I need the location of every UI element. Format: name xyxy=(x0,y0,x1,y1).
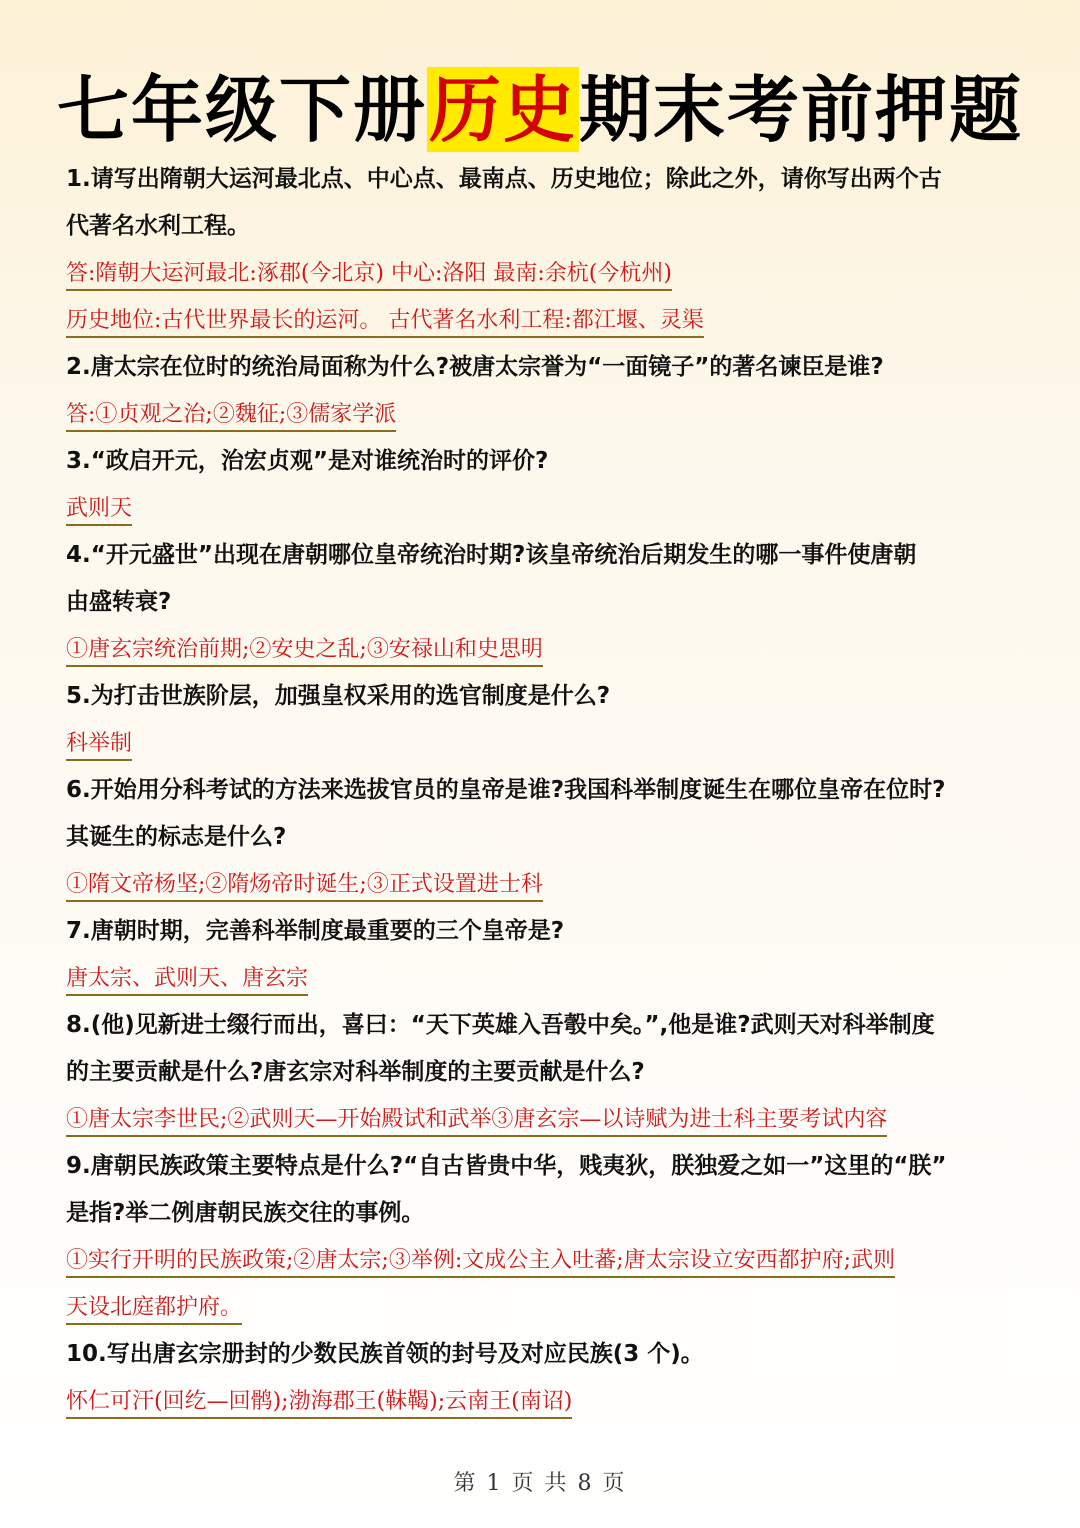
title-suffix: 期末考前押题 xyxy=(579,67,1024,152)
title-highlight: 历史 xyxy=(428,67,577,152)
answer-line xyxy=(66,1237,1026,1284)
answer-text: 答:①贞观之治;②魏征;③儒家学派 xyxy=(66,402,396,432)
answer-text: 武则天 xyxy=(66,496,132,526)
page-title xyxy=(0,62,1080,158)
answer-text: 答:隋朝大运河最北:涿郡(今北京) 中心:洛阳 最南:余杭(今杭州) xyxy=(66,261,672,291)
answer-line xyxy=(66,955,1026,1002)
answer-text: 唐太宗、武则天、唐玄宗 xyxy=(66,966,308,996)
question-line: 2.唐太宗在位时的统治局面称为什么?被唐太宗誉为“一面镜子”的著名谏臣是谁? xyxy=(66,354,884,380)
question-item-3 xyxy=(66,438,1026,532)
answer-line xyxy=(66,250,1026,297)
answer-line xyxy=(66,720,1026,767)
question-line: 3.“政启开元，治宏贞观”是对谁统治时的评价? xyxy=(66,448,549,474)
answer-text: 科举制 xyxy=(66,731,132,761)
question-line: 由盛转衰? xyxy=(66,589,172,615)
page-number: 第 1 页 共 8 页 xyxy=(453,1471,627,1496)
question-line: 9.唐朝民族政策主要特点是什么?“自古皆贵中华，贱夷狄，朕独爱之如一”这里的“朕” xyxy=(66,1153,947,1179)
question-line: 其诞生的标志是什么? xyxy=(66,824,287,850)
question-item-5 xyxy=(66,673,1026,767)
question-item-9 xyxy=(66,1143,1026,1331)
answer-text: 历史地位:古代世界最长的运河。 古代著名水利工程:都江堰、灵渠 xyxy=(66,308,704,338)
question-item-4 xyxy=(66,532,1026,673)
question-line: 是指?举二例唐朝民族交往的事例。 xyxy=(66,1200,425,1226)
question-line: 7.唐朝时期，完善科举制度最重要的三个皇帝是? xyxy=(66,918,565,944)
question-line: 10.写出唐玄宗册封的少数民族首领的封号及对应民族(3 个)。 xyxy=(66,1341,704,1367)
answer-line xyxy=(66,485,1026,532)
question-line: 6.开始用分科考试的方法来选拔官员的皇帝是谁?我国科举制度诞生在哪位皇帝在位时? xyxy=(66,777,946,803)
answer-text: ①唐玄宗统治前期;②安史之乱;③安禄山和史思明 xyxy=(66,637,543,667)
answer-text: ①唐太宗李世民;②武则天—开始殿试和武举③唐玄宗—以诗赋为进士科主要考试内容 xyxy=(66,1107,887,1137)
answer-line xyxy=(66,1284,1026,1331)
question-line: 1.请写出隋朝大运河最北点、中心点、最南点、历史地位；除此之外，请你写出两个古 xyxy=(66,166,942,192)
answer-text: 怀仁可汗(回纥—回鹘);渤海郡王(靺鞨);云南王(南诏) xyxy=(66,1389,572,1419)
question-line: 代著名水利工程。 xyxy=(66,213,250,239)
answer-line xyxy=(66,1378,1026,1425)
answer-line xyxy=(66,861,1026,908)
question-line: 的主要贡献是什么?唐玄宗对科举制度的主要贡献是什么? xyxy=(66,1059,645,1085)
answer-text: ①实行开明的民族政策;②唐太宗;③举例:文成公主入吐蕃;唐太宗设立安西都护府;武则 xyxy=(66,1248,895,1278)
question-item-10 xyxy=(66,1331,1026,1425)
question-line: 4.“开元盛世”出现在唐朝哪位皇帝统治时期?该皇帝统治后期发生的哪一事件使唐朝 xyxy=(66,542,917,568)
question-item-2 xyxy=(66,344,1026,438)
question-list xyxy=(66,156,1026,1425)
title-prefix: 七年级下册 xyxy=(56,67,427,152)
question-item-1 xyxy=(66,156,1026,344)
question-line: 8.(他)见新进士缀行而出，喜曰：“天下英雄入吾彀中矣。”,他是谁?武则天对科举制度 xyxy=(66,1012,935,1038)
answer-line xyxy=(66,297,1026,344)
question-item-8 xyxy=(66,1002,1026,1143)
answer-line xyxy=(66,391,1026,438)
answer-line xyxy=(66,626,1026,673)
question-line: 5.为打击世族阶层，加强皇权采用的选官制度是什么? xyxy=(66,683,611,709)
question-item-6 xyxy=(66,767,1026,908)
answer-text: ①隋文帝杨坚;②隋炀帝时诞生;③正式设置进士科 xyxy=(66,872,543,902)
answer-line xyxy=(66,1096,1026,1143)
answer-text: 天设北庭都护府。 xyxy=(66,1295,242,1325)
question-item-7 xyxy=(66,908,1026,1002)
